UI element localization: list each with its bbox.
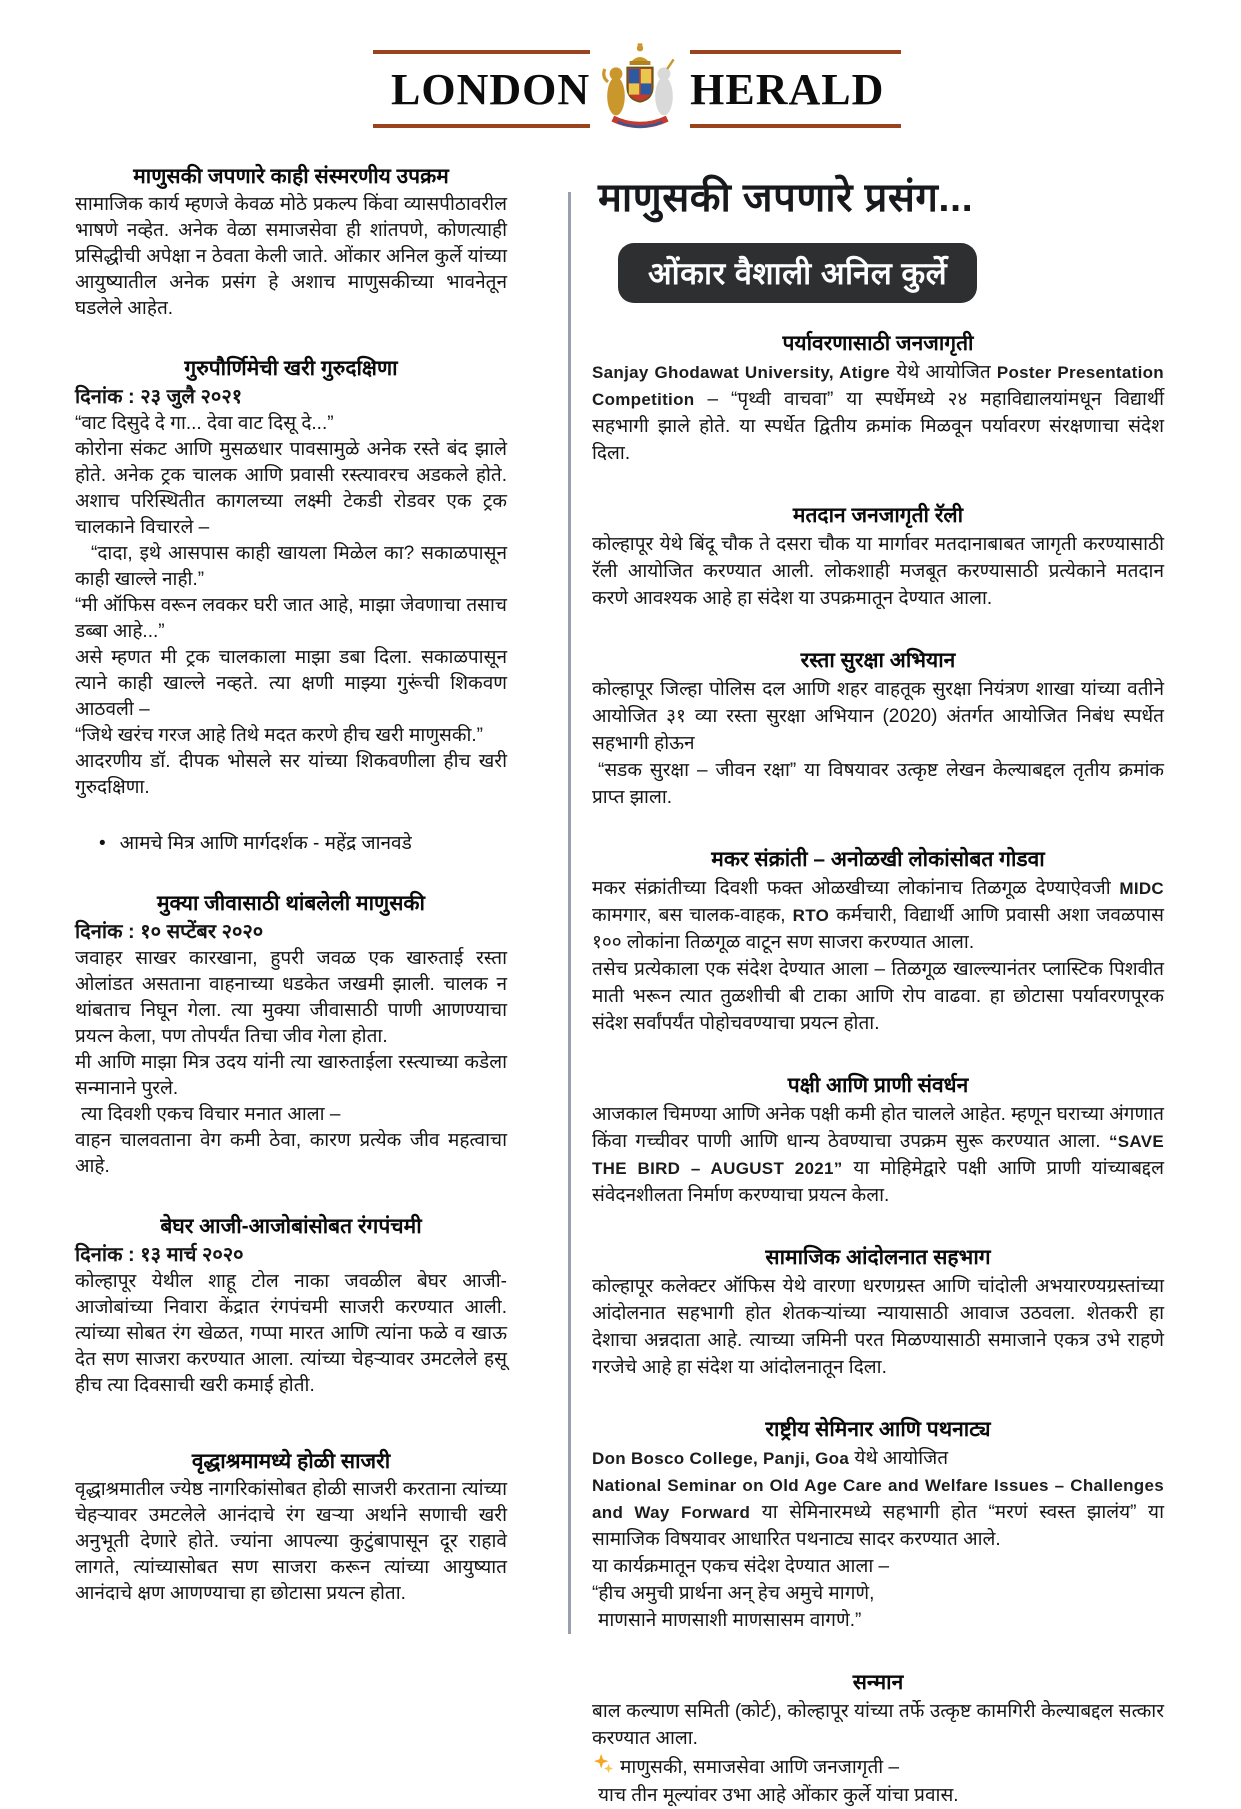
story-date: दिनांक : १३ मार्च २०२० <box>75 1244 244 1266</box>
story-heading: गुरुपौर्णिमेची खरी गुरुदक्षिणा <box>184 357 398 380</box>
story-voting-rally <box>592 501 1164 612</box>
story-paragraph <box>592 1752 1164 1782</box>
story-paragraph: कोल्हापूर कलेक्टर ऑफिस येथे वारणा धरणग्रस्त आणि चांदोली अभयारण्यग्रस्तांच्या आंदोलनात सहभागी होत शेतकऱ्यांच्या न्यायासाठी आवाज उठवला. शेतकरी हा देशाचा अन्नदाता आहे. त्याच्या जमिनी परत मिळण्यासाठी समाजाने एकत्र उभे राहणे गरजेचे आहे हा संदेश या आंदोलनातून दिला. <box>592 1276 1164 1378</box>
story-paragraph <box>592 1472 1164 1553</box>
story-paragraph: कोल्हापूर जिल्हा पोलिस दल आणि शहर वाहतूक सुरक्षा नियंत्रण शाखा यांच्या वतीने आयोजित ३१ व्या रस्ता सुरक्षा अभियान (2020) अंतर्गत आयोजित निबंध स्पर्धेत सहभागी होऊन <box>592 679 1164 754</box>
right-column <box>592 168 1164 1809</box>
story-quote: “वाट दिसुदे दे गा... देवा वाट दिसू दे...” <box>75 413 334 434</box>
column-divider <box>568 192 571 1634</box>
story-heading: बेघर आजी-आजोबांसोबत रंगपंचमी <box>160 1215 422 1238</box>
story-date: दिनांक : २३ जुलै २०२१ <box>75 386 243 408</box>
story-heading: पक्षी आणि प्राणी संवर्धन <box>787 1074 969 1097</box>
story-paragraph: बाल कल्याण समिती (कोर्ट), कोल्हापूर यांच्या तर्फे उत्कृष्ट कामगिरी केल्याबद्दल सत्कार करण्यात आला. <box>592 1701 1164 1749</box>
story-paragraph: त्या दिवशी एकच विचार मनात आला – <box>81 1104 341 1125</box>
story-heading: राष्ट्रीय सेमिनार आणि पथनाट्य <box>765 1418 991 1441</box>
story-national-seminar <box>592 1415 1164 1634</box>
marathi-text: आजकाल चिमण्या आणि अनेक पक्षी कमी होत चालले आहेत. म्हणून घराच्या अंगणात किंवा गच्चीवर पाणी आणि धान्य ठेवण्याचा उपक्रम सुरू करण्यात आला. <box>592 1104 1164 1152</box>
marathi-text: येथे आयोजित <box>849 1448 949 1469</box>
bullet-note-text: आमचे मित्र आणि मार्गदर्शक - महेंद्र जानवडे <box>119 833 412 854</box>
marathi-text: माणुसकी, समाजसेवा आणि जनजागृती – <box>620 1756 900 1778</box>
marathi-text: – “पृथ्वी वाचवा” या स्पर्धेमध्ये २४ महाविद्यालयांमधून विद्यार्थी सहभागी झाले होते. या स्पर्धेत द्वितीय क्रमांक मिळवून पर्यावरण संरक्षणाचा संदेश दिला. <box>592 389 1164 464</box>
story-environment-awareness <box>592 329 1164 467</box>
bullet-note <box>99 831 507 857</box>
marathi-text: येथे आयोजित <box>890 362 997 383</box>
story-makar-sankranti <box>592 845 1164 1037</box>
story-paragraph: असे म्हणत मी ट्रक चालकाला माझा डबा दिला. सकाळपासून त्याने काही खाल्ले नव्हते. त्या क्षणी माझ्या गुरूंची शिकवण आठवली – <box>75 647 507 720</box>
royal-coat-of-arms-icon <box>590 41 690 137</box>
story-paragraph: वृद्धाश्रमातील ज्येष्ठ नागरिकांसोबत होळी साजरी करताना त्यांच्या चेहऱ्यावर उमटलेले आनंदाचे रंग खऱ्या अर्थाने सणाची खरी अनुभूती देणारे होते. ज्यांना आपल्या कुटुंबापासून दूर राहावे लागते, त्यांच्यासोबत सण साजरा करून त्यांच्या आयुष्यात आनंदाचे क्षण आणण्याचा हा छोटासा प्रयत्न होता. <box>75 1479 507 1604</box>
story-paragraph: कोल्हापूर येथे बिंदू चौक ते दसरा चौक या मार्गावर मतदानाबाबत जागृती करण्यासाठी रॅली आयोजित करण्यात आली. लोकशाही मजबूत करण्यासाठी प्रत्येकाने मतदान करणे आवश्यक आहे हा संदेश या उपक्रमातून देण्यात आला. <box>592 534 1164 609</box>
bullet-icon: • <box>99 833 106 854</box>
author-name-badge: ओंकार वैशाली अनिल कुर्ले <box>618 243 977 303</box>
story-holi-oldage-home <box>75 1447 507 1607</box>
story-gurupournima <box>75 354 507 801</box>
marathi-text: या सेमिनारमध्ये सहभागी होत “मरणं स्वस्त झालंय” या सामाजिक विषयावर आधारित पथनाट्य सादर करण्यात आले. <box>592 1502 1165 1550</box>
english-text: RTO <box>792 906 830 925</box>
story-quote: “दादा, इथे आसपास काही खायला मिळेल का? सकाळपासून काही खाल्ले नाही.” <box>75 543 507 590</box>
story-paragraph: “सडक सुरक्षा – जीवन रक्षा” या विषयावर उत्कृष्ट लेखन केल्याबद्दल तृतीय क्रमांक प्राप्त झाला. <box>592 760 1164 808</box>
story-paragraph: याच तीन मूल्यांवर उभा आहे ओंकार कुर्ले यांचा प्रवास. <box>598 1785 959 1806</box>
story-quote: “हीच अमुची प्रार्थना अन् हेच अमुचे मागणे, <box>592 1583 875 1604</box>
marathi-text: कामगार, बस चालक-वाहक, <box>592 905 793 926</box>
story-heading: पर्यावरणासाठी जनजागृती <box>782 332 974 355</box>
story-heading: सन्मान <box>852 1671 904 1694</box>
story-social-movements <box>592 1243 1164 1381</box>
story-paragraph: सामाजिक कार्य म्हणजे केवळ मोठे प्रकल्प किंवा व्यासपीठावरील भाषणे नव्हेत. अनेक वेळा समाजसेवा ही शांतपणे, कोणत्याही प्रसिद्धीची अपेक्षा न ठेवता केली जाते. ओंकार अनिल कुर्ले यांच्या आयुष्यातील अनेक प्रसंग हे अशाच माणुसकीच्या भावनेतून घडलेले आहेत. <box>75 194 507 319</box>
story-paragraph: जवाहर साखर कारखाना, हुपरी जवळ एक खारुताई रस्ता ओलांडत असताना वाहनाच्या धडकेत जखमी झाली. चालक न थांबताच निघून गेला. त्या मुक्या जीवासाठी पाणी आणण्याचा प्रयत्न केला, पण तोपर्यंत तिचा जीव गेला होता. <box>75 948 507 1047</box>
story-quote: “मी ऑफिस वरून लवकर घरी जात आहे, माझा जेवणाचा तसाच डब्बा आहे...” <box>75 595 507 642</box>
story-paragraph <box>592 875 1164 956</box>
story-honour <box>592 1668 1164 1809</box>
english-text: Poster Presentation Competition <box>592 363 1164 409</box>
story-paragraph: मी आणि माझा मित्र उदय यांनी त्या खारुताईला रस्त्याच्या कडेला सन्मानाने पुरले. <box>75 1052 507 1099</box>
story-date: दिनांक : १० सप्टेंबर २०२० <box>75 921 264 943</box>
story-paragraph <box>592 1445 1164 1472</box>
story-squirrel <box>75 889 507 1180</box>
story-paragraph <box>592 1101 1164 1209</box>
english-text: National Seminar on Old Age Care and Welfare Issues – Challenges and Way Forward <box>592 1476 1164 1522</box>
story-road-safety <box>592 646 1164 811</box>
story-paragraph: तसेच प्रत्येकाला एक संदेश देण्यात आला – तिळगूळ खाल्ल्यानंतर प्लास्टिक पिशवीत माती भरून त्यात तुळशीची बी टाका आणि रोप वाढवा. हा छोटासा पर्यावरणपूरक संदेश सर्वांपर्यंत पोहोचवण्याचा प्रयत्न होता. <box>592 959 1164 1034</box>
masthead-title-left: LONDON <box>391 64 591 114</box>
story-quote: “जिथे खरंच गरज आहे तिथे मदत करणे हीच खरी माणुसकी.” <box>75 725 484 746</box>
story-heading: मतदान जनजागृती रॅली <box>792 504 964 527</box>
story-heading: सामाजिक आंदोलनात सहभाग <box>765 1246 991 1269</box>
story-bird-animal-conservation <box>592 1071 1164 1209</box>
story-paragraph: आदरणीय डॉ. दीपक भोसले सर यांच्या शिकवणीला हीच खरी गुरुदक्षिणा. <box>75 751 507 798</box>
english-text: Don Bosco College, Panji, Goa <box>592 1449 850 1468</box>
english-text: Sanjay Ghodawat University, Atigre <box>592 363 891 382</box>
masthead <box>373 50 901 128</box>
story-heading: मकर संक्रांती – अनोळखी लोकांसोबत गोडवा <box>711 848 1045 871</box>
story-memorable-initiatives <box>75 162 507 322</box>
story-paragraph: वाहन चालवताना वेग कमी ठेवा, कारण प्रत्येक जीव महत्वाचा आहे. <box>75 1130 507 1177</box>
english-text: “SAVE THE BIRD – AUGUST 2021” <box>592 1132 1164 1178</box>
story-quote: माणसाने माणसाशी माणसासम वागणे.” <box>598 1610 862 1631</box>
story-paragraph: कोल्हापूर येथील शाहू टोल नाका जवळील बेघर आजी-आजोबांच्या निवारा केंद्रात रंगपंचमी साजरी करण्यात आली. त्यांच्या सोबत रंग खेळत, गप्पा मारत आणि त्यांना फळे व खाऊ देत सण साजरा करण्यात आला. त्यांच्या चेहऱ्यावर उमटलेले हसू हीच त्या दिवसाची खरी कमाई होती. <box>75 1271 507 1396</box>
sparkle-icon <box>592 1752 614 1782</box>
story-rangpanchami <box>75 1212 507 1399</box>
marathi-text: कर्मचारी, विद्यार्थी आणि प्रवासी अशा जवळपास १०० लोकांना तिळगूळ वाटून सण साजरा करण्यात आला. <box>592 905 1164 953</box>
english-text: MIDC <box>1119 879 1164 898</box>
left-column <box>75 162 507 1607</box>
marathi-text: या मोहिमेद्वारे पक्षी आणि प्राणी यांच्याबद्दल संवेदनशीलता निर्माण करण्याचा प्रयत्न केला. <box>592 1158 1164 1206</box>
marathi-text: मकर संक्रांतीच्या दिवशी फक्त ओळखीच्या लोकांनाच तिळगूळ देण्याऐवजी <box>592 878 1120 899</box>
story-heading: मुक्या जीवासाठी थांबलेली माणुसकी <box>156 892 426 915</box>
story-heading: वृद्धाश्रमामध्ये होळी साजरी <box>191 1450 391 1473</box>
story-paragraph: कोरोना संकट आणि मुसळधार पावसामुळे अनेक रस्ते बंद झाले होते. अनेक ट्रक चालक आणि प्रवासी रस्त्यावरच अडकले होते. अशाच परिस्थितीत कागलच्या लक्ष्मी टेकडी रोडवर एक ट्रक चालकाने विचारले – <box>75 439 507 538</box>
story-heading: माणुसकी जपणारे काही संस्मरणीय उपक्रम <box>133 165 449 188</box>
story-paragraph <box>592 359 1164 467</box>
story-paragraph: या कार्यक्रमातून एकच संदेश देण्यात आला – <box>592 1556 890 1577</box>
story-heading: रस्ता सुरक्षा अभियान <box>800 649 956 672</box>
main-headline: माणुसकी जपणारे प्रसंग... <box>598 176 974 220</box>
masthead-title-right: HERALD <box>690 64 885 114</box>
